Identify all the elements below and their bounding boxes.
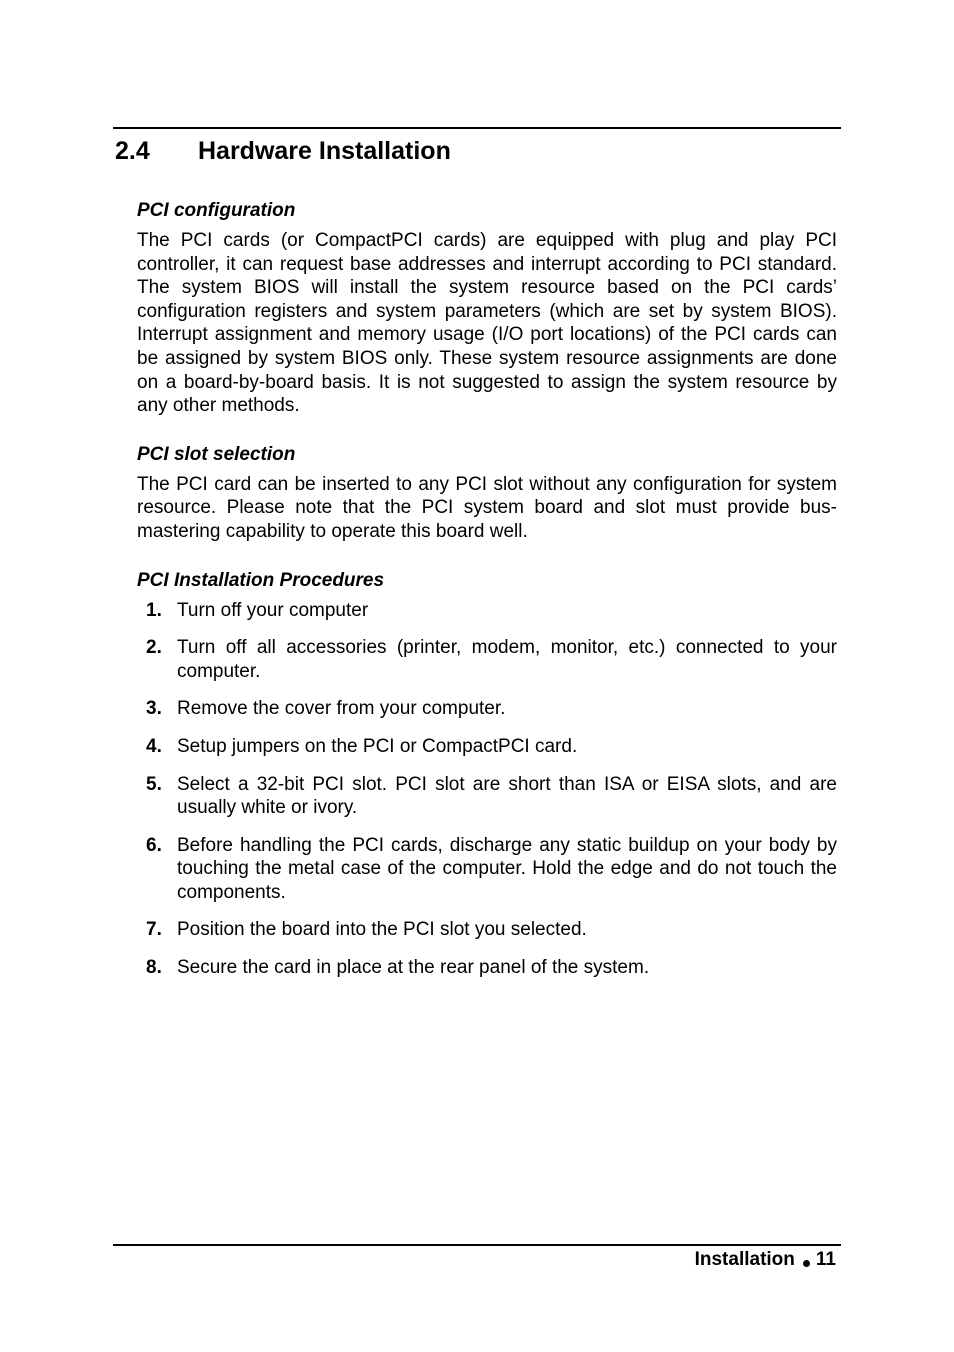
- bullet-icon: [803, 1260, 810, 1267]
- list-item: [137, 735, 837, 759]
- header-rule: [113, 127, 841, 129]
- step-number: 5.: [146, 773, 162, 795]
- step-text: Select a 32-bit PCI slot. PCI slot are short than ISA or EISA slots, and are usually white or ivory.: [177, 773, 837, 819]
- subsection-heading-pci-configuration: PCI configuration: [137, 200, 296, 221]
- list-item: [137, 918, 837, 942]
- step-text: Turn off your computer: [177, 599, 369, 621]
- step-number: 3.: [146, 698, 162, 720]
- step-text: Setup jumpers on the PCI or CompactPCI card.: [177, 735, 578, 757]
- step-number: 8.: [146, 957, 162, 979]
- step-text: Remove the cover from your computer.: [177, 698, 506, 720]
- footer-rule: [113, 1244, 841, 1246]
- step-number: 4.: [146, 735, 162, 757]
- paragraph-pci-slot-selection: The PCI card can be inserted to any PCI slot without any configuration for system resource. Please note that the PCI system board and slot must provide bus-mastering capability to operate this board well.: [137, 473, 837, 542]
- section-heading: [115, 135, 451, 167]
- section-title: Hardware Installation: [198, 137, 451, 165]
- installation-steps-list: [137, 599, 837, 980]
- list-item: [137, 636, 837, 683]
- step-number: 2.: [146, 637, 162, 659]
- step-number: 1.: [146, 599, 162, 621]
- step-number: 7.: [146, 919, 162, 941]
- section-number: 2.4: [115, 137, 150, 165]
- list-item: [137, 956, 837, 980]
- step-number: 6.: [146, 834, 162, 856]
- paragraph-pci-configuration: The PCI cards (or CompactPCI cards) are equipped with plug and play PCI controller, it can request base addresses and interrupt according to PCI standard. The system BIOS will install the system resource based on the PCI cards’ configuration registers and system parameters (which are set by system BIOS). Interrupt assignment and memory usage (I/O port locations) of the PCI cards can be assigned by system BIOS only. These system resource assignments are done on a board-by-board basis. It is not suggested to assign the system resource by any other methods.: [137, 230, 837, 417]
- subsection-heading-pci-slot-selection: PCI slot selection: [137, 443, 296, 465]
- subsection-heading-pci-installation-procedures: PCI Installation Procedures: [137, 569, 385, 591]
- page-number: 11: [815, 1249, 836, 1270]
- footer-chapter-label: Installation: [694, 1249, 795, 1270]
- list-item: [137, 697, 837, 721]
- step-text: Secure the card in place at the rear panel of the system.: [177, 957, 650, 979]
- page-footer: [695, 1248, 836, 1272]
- step-text: Before handling the PCI cards, discharge any static buildup on your body by touching the metal case of the computer. Hold the edge and do not touch the components.: [177, 834, 837, 903]
- list-item: [137, 773, 837, 820]
- list-item: [137, 834, 837, 905]
- page-content: [137, 199, 837, 994]
- step-text: Turn off all accessories (printer, modem, monitor, etc.) connected to your computer.: [177, 637, 837, 682]
- step-text: Position the board into the PCI slot you selected.: [177, 919, 587, 941]
- list-item: [137, 599, 837, 623]
